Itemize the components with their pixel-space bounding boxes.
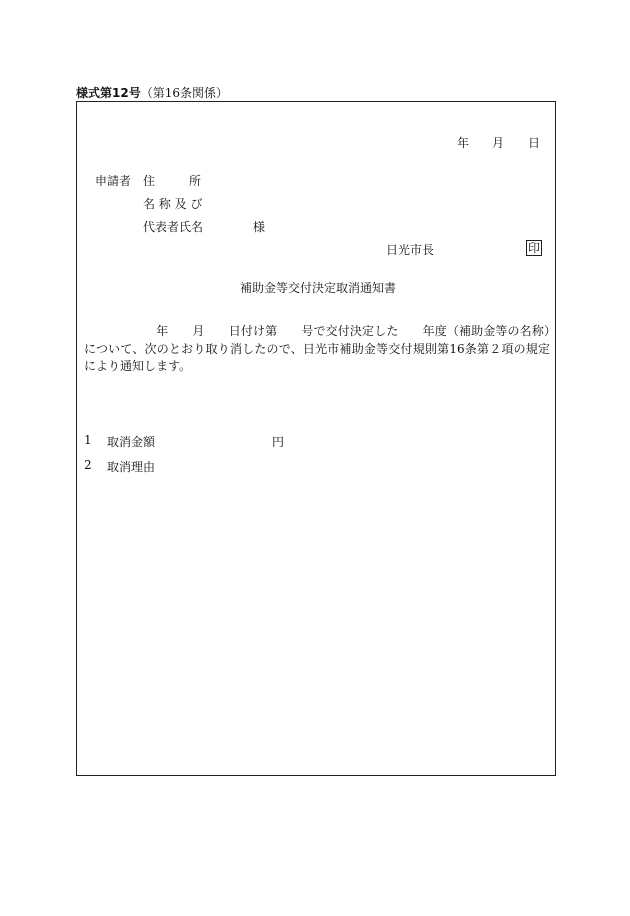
body-fiscal-year: 年度（補助金等の名称）に <box>84 324 550 356</box>
honorific: 様 <box>253 220 266 234</box>
item-1-unit: 円 <box>272 435 285 449</box>
form-label <box>76 84 228 101</box>
date-year: 年 <box>457 136 470 150</box>
name-label-1: 名 称 及 び <box>143 197 203 211</box>
seal-box: 印 <box>528 241 541 255</box>
body-paragraph <box>84 323 550 376</box>
body-number-suffix: 号で交付決定した <box>301 324 399 338</box>
document-title: 補助金等交付決定取消通知書 <box>240 281 397 295</box>
issuer-title: 日光市長 <box>386 243 435 257</box>
body-continuation: ついて、次のとおり取り消したので、日光市補助金等交付規則第16条第２項の規定により通知します。 <box>84 341 550 373</box>
item-1-label: 取消金額 <box>107 435 156 449</box>
name-label-2: 代表者氏名 <box>143 220 204 234</box>
form-relation: （第16条関係） <box>140 86 228 100</box>
date-month: 月 <box>492 136 505 150</box>
body-month: 月 <box>192 324 205 338</box>
body-year: 年 <box>156 324 169 338</box>
date-day: 日 <box>528 136 541 150</box>
body-day-ref: 日付け第 <box>228 324 278 338</box>
form-number: 様式第12号 <box>76 86 141 100</box>
item-2-number: 2 <box>84 458 92 472</box>
address-label-1: 住 <box>143 174 156 188</box>
address-label-2: 所 <box>189 174 202 188</box>
item-1-number: 1 <box>84 433 92 447</box>
applicant-label: 申請者 <box>95 174 132 188</box>
item-2-label: 取消理由 <box>107 460 156 474</box>
